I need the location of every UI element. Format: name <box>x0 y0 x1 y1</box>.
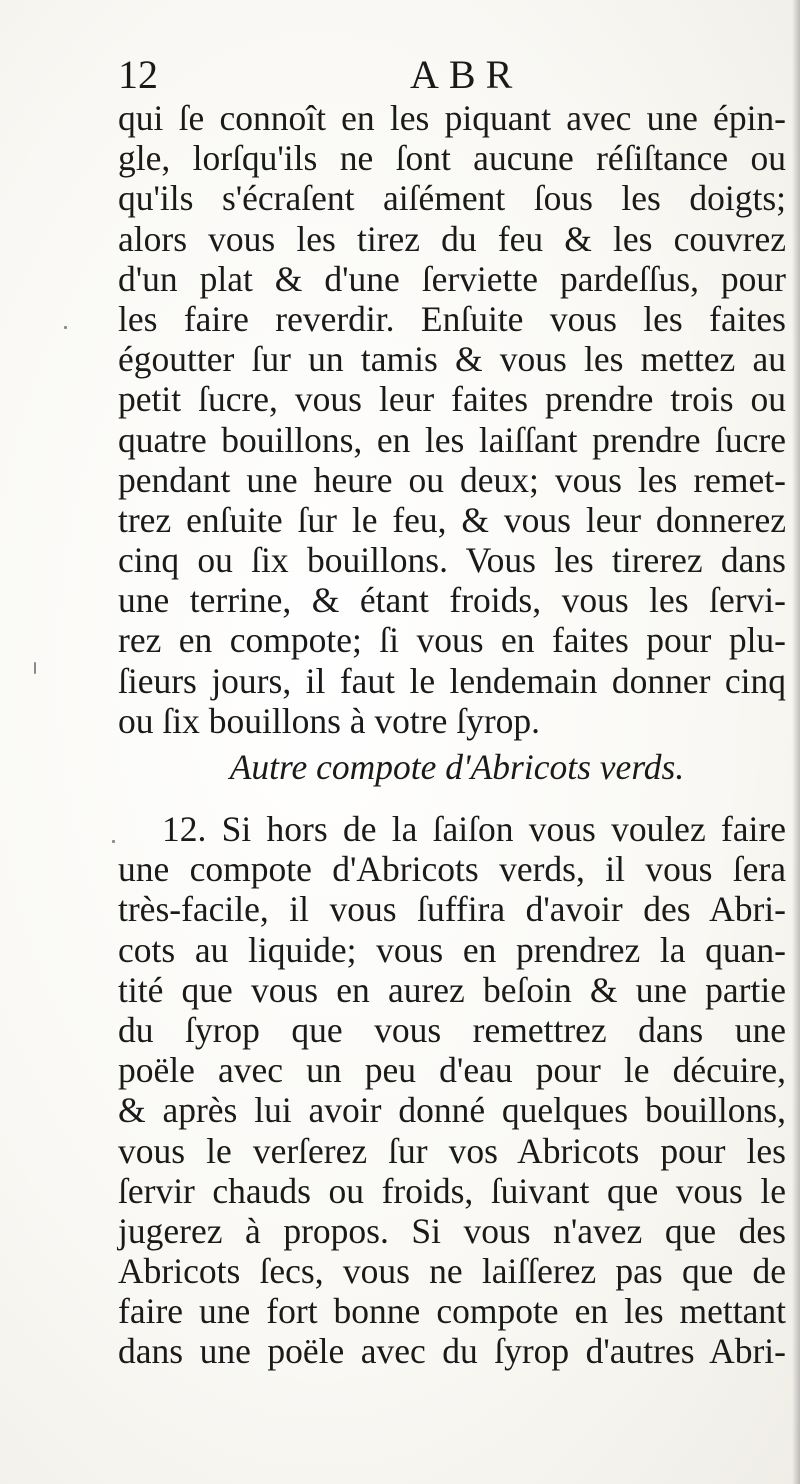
text-line: tité que vous en aurez beſoin & une partie <box>118 969 786 1010</box>
paper-fleck <box>112 840 115 843</box>
text-line: une terrine, & étant froids, vous les ſervi- <box>118 580 786 621</box>
text-line: gle, lorſqu'ils ne ſont aucune réſiſtance ou <box>118 138 786 179</box>
text-line: jugerez à propos. Si vous n'avez que des <box>118 1210 786 1251</box>
body-text <box>118 98 786 1372</box>
text-line: qui ſe connoît en les piquant avec une épin- <box>118 98 786 138</box>
text-line: alors vous les tirez du feu & les couvrez <box>118 218 786 259</box>
text-line: très-facile, il vous ſuffira d'avoir des Abri- <box>118 889 786 930</box>
text-line: qu'ils s'écraſent aiſément ſous les doigts; <box>118 178 786 219</box>
text-line: faire une fort bonne compote en les mettant <box>118 1291 786 1332</box>
paper-fleck <box>34 662 36 674</box>
page-header <box>118 50 538 100</box>
section-heading: Autre compote d'Abricots verds. <box>229 747 685 787</box>
running-head: ABR <box>410 52 523 97</box>
text-line: ſieurs jours, il faut le lendemain donner cinq <box>118 660 786 701</box>
page-number: 12 <box>118 52 158 97</box>
paragraph-1 <box>118 98 786 741</box>
text-line: poële avec un peu d'eau pour le décuire, <box>118 1050 786 1091</box>
spacer <box>118 795 786 809</box>
text-line: cinq ou ſix bouillons. Vous les tirerez dans <box>118 540 786 581</box>
text-line: cots au liquide; vous en prendrez la quan- <box>118 929 786 970</box>
text-line: d'un plat & d'une ſerviette pardeſſus, pour <box>118 258 786 299</box>
paragraph-2 <box>118 809 786 1372</box>
text-line: dans une poële avec du ſyrop d'autres Abri- <box>118 1331 786 1372</box>
text-line: 12. Si hors de la ſaiſon vous voulez faire <box>162 809 786 849</box>
text-line: & après lui avoir donné quelques bouillons, <box>118 1090 786 1131</box>
text-line: rez en compote; ſi vous en faites pour plu- <box>118 620 786 661</box>
text-line: les faire reverdir. Enſuite vous les faites <box>118 298 786 339</box>
text-line: une compote d'Abricots verds, il vous ſera <box>118 849 786 890</box>
text-line: trez enſuite ſur le feu, & vous leur donnerez <box>118 499 786 540</box>
text-line: égoutter ſur un tamis & vous les mettez au <box>118 339 786 380</box>
page-edge-shadow <box>792 0 800 1484</box>
text-line: Abricots ſecs, vous ne laiſſerez pas que de <box>118 1251 786 1292</box>
text-line: ou ſix bouillons à votre ſyrop. <box>118 700 541 741</box>
text-line: quatre bouillons, en les laiſſant prendre ſucre <box>118 419 786 460</box>
text-line: vous le verſerez ſur vos Abricots pour les <box>118 1130 786 1171</box>
text-line: petit ſucre, vous leur faites prendre trois ou <box>118 379 786 420</box>
text-line: du ſyrop que vous remettrez dans une <box>118 1009 786 1050</box>
text-line: ſervir chauds ou froids, ſuivant que vous le <box>118 1170 786 1211</box>
text-line: pendant une heure ou deux; vous les remet- <box>118 459 786 500</box>
paper-fleck <box>64 326 67 329</box>
